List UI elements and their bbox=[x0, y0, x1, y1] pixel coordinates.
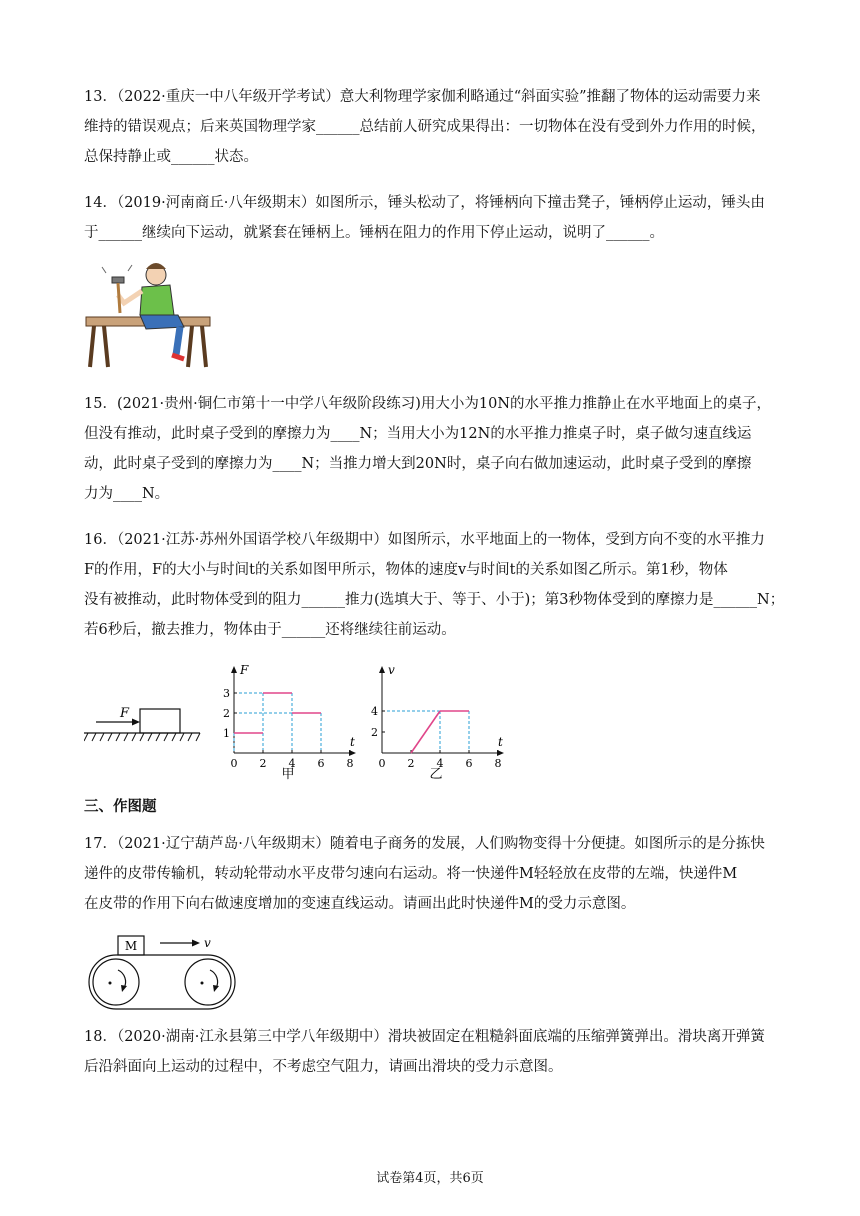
q15-line-2: 但没有推动，此时桌子受到的摩擦力为____N；当用大小为12N的水平推力推桌子时，桌子做匀速直线运 bbox=[84, 426, 752, 442]
chart-yi bbox=[370, 660, 510, 784]
ground-hatch bbox=[84, 733, 200, 741]
chart-jia-ylabel: F bbox=[240, 663, 249, 677]
q16-line-4: 若6秒后，撤去推力，物体由于______还将继续往前运动。 bbox=[84, 622, 456, 638]
q17-line-3: 在皮带的作用下向右做速度增加的变速直线运动。请画出此时快递件M的受力示意图。 bbox=[84, 896, 636, 912]
chart-yi-ytick-4: 4 bbox=[371, 705, 378, 718]
question-13 bbox=[84, 82, 784, 172]
q14-line-2: 于______继续向下运动，就紧套在锤柄上。锤柄在阻力的作用下停止运动，说明了______。 bbox=[84, 225, 664, 241]
chart-jia-xlabel: t bbox=[350, 735, 355, 749]
q14-line-1: 14．（2019·河南商丘·八年级期末）如图所示，锤头松动了，将锤柄向下撞击凳子，锤柄停止运动，锤头由 bbox=[84, 195, 765, 211]
chart-jia-axes bbox=[231, 666, 356, 756]
chart-yi-xlabel: t bbox=[498, 735, 503, 749]
right-wheel bbox=[185, 959, 231, 1005]
q16-line-2: F的作用，F的大小与时间t的关系如图甲所示，物体的速度v与时间t的关系如图乙所示。第1秒，物体 bbox=[84, 562, 728, 578]
chart-jia-xtick-8: 8 bbox=[346, 757, 354, 770]
chart-yi-ytick-2: 2 bbox=[371, 726, 378, 739]
question-15 bbox=[84, 389, 784, 509]
q18-line-1: 18．（2020·湖南·江永县第三中学八年级期中）滑块被固定在粗糙斜面底端的压缩弹簧弹出。滑块离开弹簧 bbox=[84, 1029, 765, 1045]
chart-jia-xtick-0: 0 bbox=[230, 757, 238, 770]
q17-line-1: 17．（2021·辽宁葫芦岛·八年级期末）随着电子商务的发展，人们购物变得十分便捷。如图所示的是分拣快 bbox=[84, 836, 765, 852]
q17-line-2: 递件的皮带传输机，转动轮带动水平皮带匀速向右运动。将一快递件M轻轻放在皮带的左端，快递件M bbox=[84, 866, 738, 882]
chart-jia-ytick-1: 1 bbox=[223, 727, 230, 740]
velocity-arrow-icon bbox=[192, 940, 200, 947]
q15-line-1: 15．(2021·贵州·铜仁市第十一中学八年级阶段练习)用大小为10N的水平推力推静止在水平地面上的桌子， bbox=[84, 396, 772, 412]
chart-jia-caption: 甲 bbox=[281, 767, 295, 782]
question-17 bbox=[84, 829, 784, 919]
question-18 bbox=[84, 1022, 784, 1082]
q13-line-1: 13．（2022·重庆一中八年级开学考试）意大利物理学家伽利略通过“斜面实验”推翻了物体的运动需要力来 bbox=[84, 89, 761, 105]
chart-jia bbox=[222, 660, 362, 784]
chart-jia-ytick-3: 3 bbox=[223, 687, 230, 700]
q15-line-4: 力为____N。 bbox=[84, 486, 170, 502]
q15-line-3: 动，此时桌子受到的摩擦力为____N；当推力增大到20N时，桌子向右做加速运动，此时桌子受到的摩擦 bbox=[84, 456, 752, 472]
question-14 bbox=[84, 188, 784, 248]
q13-line-2: 维持的错误观点；后来英国物理学家______总结前人研究成果得出：一切物体在没有受到外力作用的时候， bbox=[84, 119, 766, 135]
q13-line-3: 总保持静止或______状态。 bbox=[84, 149, 258, 165]
chart-jia-xtick-4: 4 bbox=[288, 757, 296, 770]
chart-yi-xtick-6: 6 bbox=[465, 757, 473, 770]
block-force-diagram bbox=[84, 695, 204, 745]
hammer-bench-illustration bbox=[84, 255, 214, 370]
velocity-label: v bbox=[204, 936, 211, 950]
chart-yi-xtick-0: 0 bbox=[378, 757, 386, 770]
chart-yi-ylabel: v bbox=[388, 663, 395, 677]
package-label: M bbox=[124, 939, 138, 953]
chart-jia-xtick-2: 2 bbox=[259, 757, 267, 770]
question-16 bbox=[84, 525, 784, 645]
page-footer: 试卷第4页，共6页 bbox=[376, 1171, 484, 1186]
left-wheel bbox=[93, 959, 139, 1005]
arrow-right-icon bbox=[132, 719, 140, 726]
chart-jia-ytick-2: 2 bbox=[223, 707, 230, 720]
chart-jia-xtick-6: 6 bbox=[317, 757, 325, 770]
force-label: F bbox=[120, 706, 130, 721]
q16-line-3: 没有被推动，此时物体受到的阻力______推力(选填大于、等于、小于)；第3秒物体受到的摩擦力是______N； bbox=[84, 592, 785, 608]
q16-line-1: 16．（2021·江苏·苏州外国语学校八年级期中）如图所示，水平地面上的一物体，受到方向不变的水平推力 bbox=[84, 532, 765, 548]
chart-yi-xtick-4: 4 bbox=[436, 757, 444, 770]
q18-line-2: 后沿斜面向上运动的过程中，不考虑空气阻力，请画出滑块的受力示意图。 bbox=[84, 1059, 563, 1075]
conveyor-belt-diagram bbox=[80, 930, 250, 1015]
chart-yi-caption: 乙 bbox=[429, 767, 443, 782]
block bbox=[140, 709, 180, 733]
chart-yi-xtick-2: 2 bbox=[407, 757, 415, 770]
chart-yi-xtick-8: 8 bbox=[494, 757, 502, 770]
section-title: 三、作图题 bbox=[84, 799, 157, 815]
chart-yi-segment-0 bbox=[411, 711, 440, 753]
